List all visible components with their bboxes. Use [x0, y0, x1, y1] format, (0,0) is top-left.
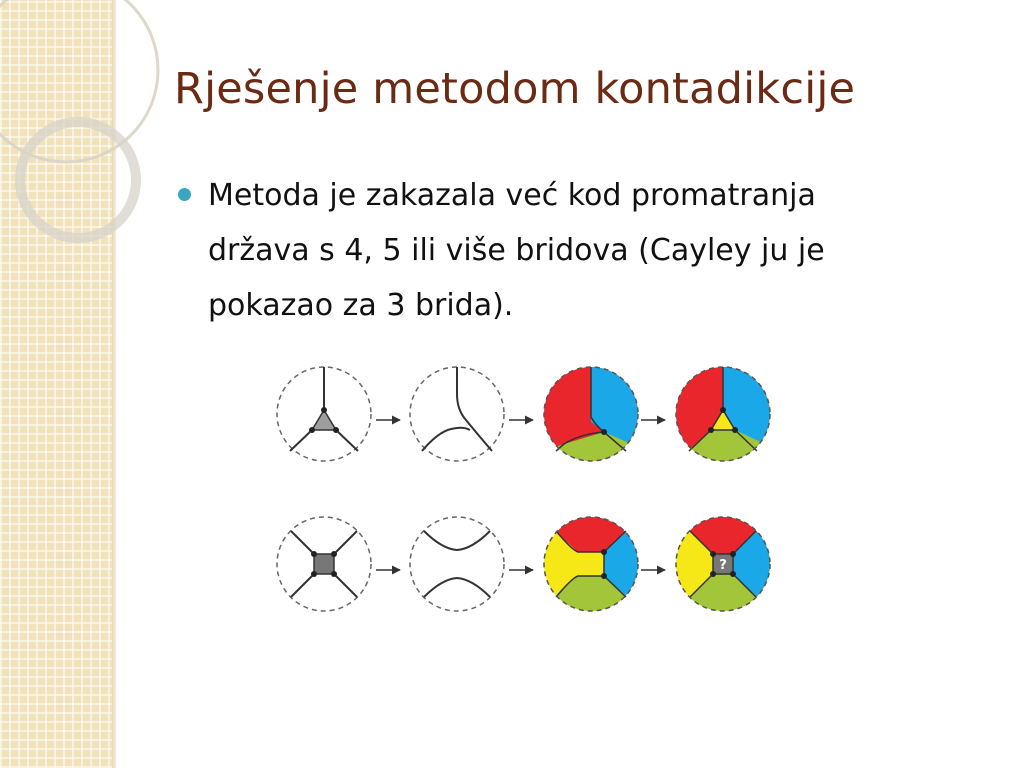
slide-title: Rješenje metodom kontadikcije	[174, 64, 856, 114]
bullet-line-3: pokazao za 3 brida).	[208, 288, 514, 323]
diagram-step-contracted	[410, 367, 504, 461]
bullet-list	[178, 168, 968, 333]
bullet-dot-icon	[178, 188, 191, 201]
bullet-line-1: Metoda je zakazala već kod promatranja	[208, 178, 816, 213]
contraction-diagram	[264, 362, 784, 624]
unknown-color-label: ?	[719, 558, 727, 573]
diagram-step-four-colored	[534, 512, 654, 622]
diagram-step-restored-colored	[666, 362, 784, 472]
diagram-step-contracted	[410, 517, 504, 611]
diagram-step-vertex-region	[277, 517, 371, 611]
row-three-edges	[277, 362, 784, 472]
sidebar-edge	[112, 0, 116, 768]
row-four-edges	[277, 512, 784, 622]
bullet-item	[178, 168, 968, 333]
decorative-sidebar	[0, 0, 112, 768]
bullet-line-2: država s 4, 5 ili više bridova (Cayley ju je	[208, 233, 825, 268]
diagram-step-restored-unknown	[666, 512, 784, 622]
diagram-step-three-colored	[534, 362, 654, 472]
diagram-step-vertex-region	[277, 367, 371, 461]
